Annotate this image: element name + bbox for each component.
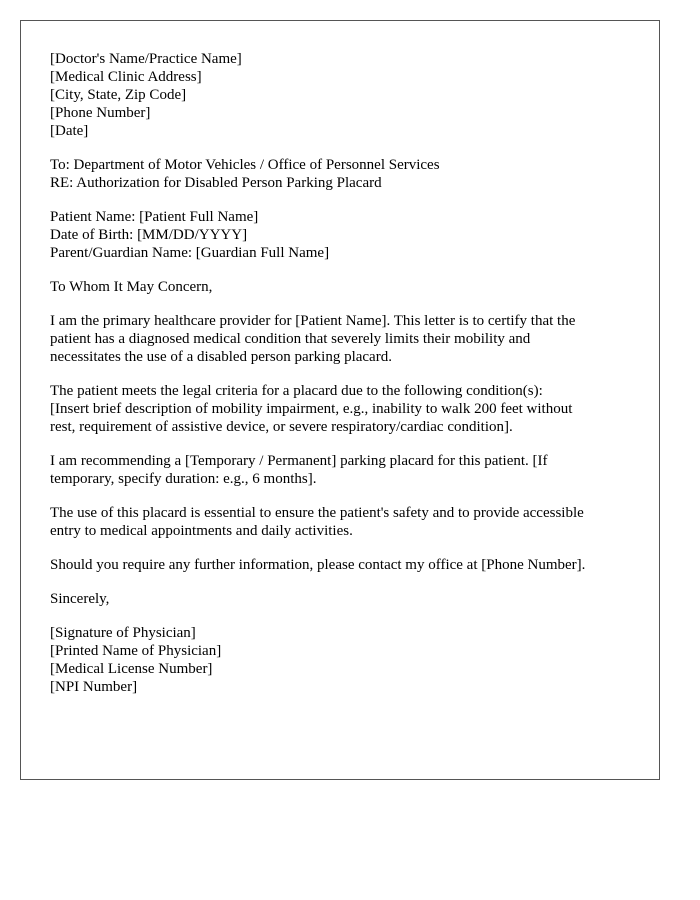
salutation-text: To Whom It May Concern, xyxy=(50,279,213,295)
phone-number: [Phone Number] xyxy=(50,105,151,121)
clinic-address: [Medical Clinic Address] xyxy=(50,69,202,85)
subject-line: RE: Authorization for Disabled Person Parking Placard xyxy=(50,175,382,191)
city-state-zip: [City, State, Zip Code] xyxy=(50,87,187,103)
paragraph-line: entry to medical appointments and daily activities. xyxy=(50,523,353,539)
recipient-block xyxy=(50,156,640,192)
recipient-to: To: Department of Motor Vehicles / Office of Personnel Services xyxy=(50,157,440,173)
body-paragraph-4 xyxy=(50,504,640,540)
paragraph-line: necessitates the use of a disabled person parking placard. xyxy=(50,349,392,365)
medical-license-number: [Medical License Number] xyxy=(50,661,213,677)
npi-number: [NPI Number] xyxy=(50,679,138,695)
patient-info-block xyxy=(50,208,640,262)
patient-dob: Date of Birth: [MM/DD/YYYY] xyxy=(50,227,248,243)
body-paragraph-2 xyxy=(50,382,640,436)
body-paragraph-3 xyxy=(50,452,640,488)
paragraph-line: The use of this placard is essential to ensure the patient's safety and to provide accessible xyxy=(50,505,584,521)
physician-signature: [Signature of Physician] xyxy=(50,625,196,641)
guardian-name: Parent/Guardian Name: [Guardian Full Name] xyxy=(50,245,330,261)
paragraph-line: patient has a diagnosed medical condition that severely limits their mobility and xyxy=(50,331,531,347)
closing-text: Sincerely, xyxy=(50,591,110,607)
doctor-name: [Doctor's Name/Practice Name] xyxy=(50,51,242,67)
letter-content xyxy=(50,50,640,712)
paragraph-line: [Insert brief description of mobility impairment, e.g., inability to walk 200 feet without xyxy=(50,401,573,417)
salutation xyxy=(50,278,640,296)
patient-name: Patient Name: [Patient Full Name] xyxy=(50,209,259,225)
letter-date: [Date] xyxy=(50,123,89,139)
closing xyxy=(50,590,640,608)
body-paragraph-1 xyxy=(50,312,640,366)
letter-page xyxy=(20,20,660,780)
paragraph-line: I am the primary healthcare provider for [Patient Name]. This letter is to certify that the xyxy=(50,313,576,329)
sender-block xyxy=(50,50,640,140)
body-paragraph-5 xyxy=(50,556,640,574)
paragraph-line: Should you require any further information, please contact my office at [Phone Number]. xyxy=(50,557,586,573)
paragraph-line: rest, requirement of assistive device, or severe respiratory/cardiac condition]. xyxy=(50,419,513,435)
paragraph-line: I am recommending a [Temporary / Permanent] parking placard for this patient. [If xyxy=(50,453,548,469)
signature-block xyxy=(50,624,640,696)
paragraph-line: The patient meets the legal criteria for a placard due to the following condition(s): xyxy=(50,383,543,399)
paragraph-line: temporary, specify duration: e.g., 6 months]. xyxy=(50,471,317,487)
physician-printed-name: [Printed Name of Physician] xyxy=(50,643,222,659)
